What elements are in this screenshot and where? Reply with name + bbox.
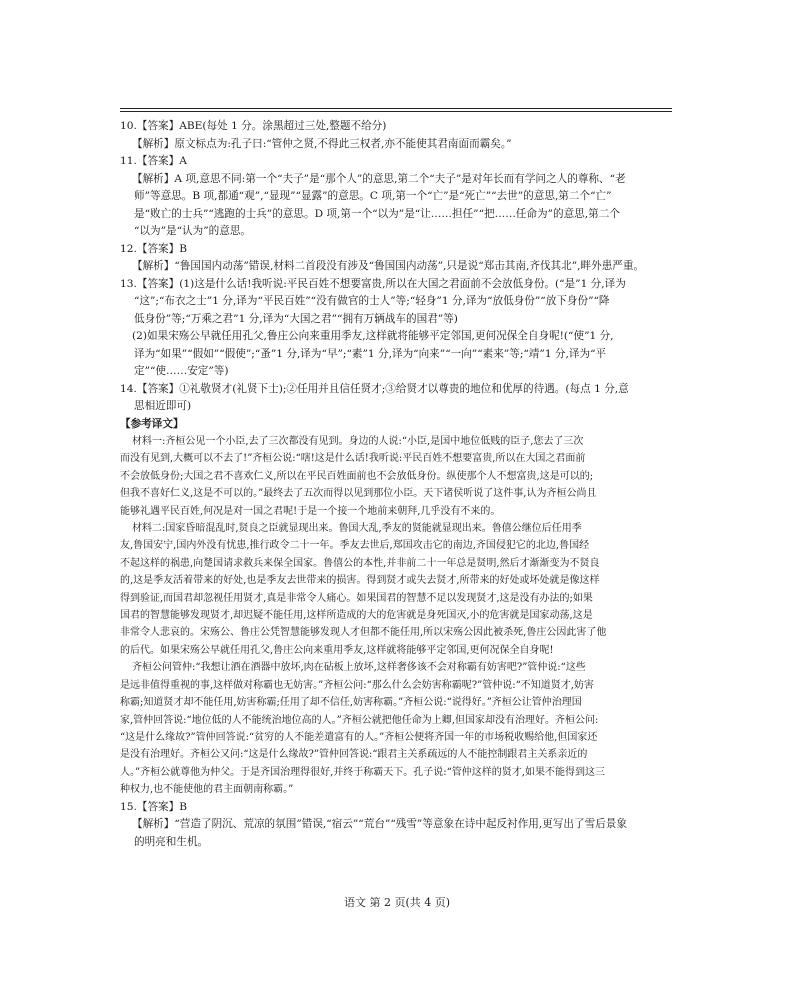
q13-answer-line: “这”;“布衣之士”1 分,译为“平民百姓”“没有做官的士人”等;“轻身”1 分,译为“放低身份”“放下身份”“降: [134, 295, 610, 307]
translation-line: 能够礼遇平民百姓,何况是对一国之君呢!于是一个接一个地前来朝拜,几乎没有不来的。: [120, 505, 501, 517]
translation-line: 是远非值得重视的事,这样做对称霸也无妨害。”齐桓公问:“那么什么会妨害称霸呢?”管仲说:“不知道贤才,妨害: [120, 679, 594, 691]
q12-answer: 12.【答案】B: [120, 242, 188, 255]
translation-line: 人。”齐桓公就尊他为仲父。于是齐国治理得很好,并终于称霸天下。孔子说:“管仲这样的贤才,如果不能得到这三: [120, 766, 605, 778]
q11-analysis-line: 【解析】A 项,意思不同:第一个“夫子”是“那个人”的意思,第二个“夫子”是对年长而有学问之人的尊称、“老: [132, 172, 626, 185]
header-rule-thin: [120, 111, 672, 112]
page-content: [120, 118, 675, 851]
q11-analysis-line: “以为”是“认为”的意思。: [134, 225, 252, 237]
q15-analysis-line: 的明亮和生机。: [134, 835, 209, 848]
q15-answer: 15.【答案】B: [120, 800, 188, 813]
q13-answer-line: 译为“如果”“假如”“假使”;“蚤”1 分,译为“早”;“素”1 分,译为“向来”“一向”“素来”等;“靖”1 分,译为“平: [134, 347, 607, 360]
q11-analysis-line: 是“败亡的士兵”“逃跑的士兵”的意思。D 项,第一个“以为”是“让……担任”“把……任命为”的意思,第二个: [134, 207, 620, 220]
translation-line: “这是什么缘故?”管仲回答说:“贫穷的人不能差遣富有的人。”齐桓公便将齐国一年的市场税收赐给他,但国家还: [120, 731, 598, 743]
q14-answer-line: 思相近即可): [134, 400, 192, 412]
q12-analysis: 【解析】“鲁国国内动荡”错误,材料二首段没有涉及“鲁国国内动荡”,只是说“郑击其南,齐伐其北”,畔外患严重。: [132, 260, 645, 272]
translation-line: 但我不喜好仁义,这是不可以的。”最终去了五次而得以见到那位小臣。天下诸侯听说了这件事,认为齐桓公尚且: [120, 488, 597, 500]
q10-answer: 10.【答案】ABE(每处 1 分。涂黑超过三处,整题不给分): [120, 120, 387, 132]
translation-line: 国君的智慧能够发现贤才,却迟疑不能任用,这样所造成的大的危害就是身死国灭,小的危害就是国家动荡,这是: [120, 610, 593, 622]
translation-line: 不会放低身份;大国之君不喜欢仁义,所以在平民百姓面前也不会放低身份。纵使那个人不想富贵,这是可以的;: [120, 470, 594, 482]
q13-answer-line: 定”“使……安定”等): [134, 365, 229, 377]
translation-line: 的,这是季友活着带来的好处,也是季友去世带来的损害。得到贤才或失去贤才,所带来的好处或坏处就是像这样: [120, 575, 600, 587]
q14-answer-line: 14.【答案】①礼敬贤才(礼贤下士);②任用并且信任贤才;③给贤才以尊贵的地位和优厚的待遇。(每点 1 分,意: [120, 382, 629, 395]
translation-line: 是没有治理好。齐桓公又问:“这是什么缘故?”管仲回答说:“跟君主关系疏远的人不能控制跟君主关系亲近的: [120, 749, 588, 761]
q13-answer-line: 13.【答案】(1)这是什么话!我听说:平民百姓不想要富贵,所以在大国之君面前不会放低身份。(“是”1 分,译为: [120, 277, 626, 290]
translation-line: 而没有见到,大概可以不去了!”齐桓公说:“嗐!这是什么话!我听说:平民百姓不想要富贵,所以在大国之君面前: [120, 453, 586, 465]
translation-line: 种权力,也不能使他的君主面朝南称霸。”: [120, 784, 294, 796]
translation-line: 不起这样的祸患,向楚国请求救兵来保全国家。鲁僖公的本性,并非前二十一年总是贤明,然后才渐渐变为不贤良: [120, 557, 600, 569]
header-rule: [120, 108, 672, 109]
q10-analysis: 【解析】原文标点为:孔子曰:“管仲之贤,不得此三权者,亦不能使其君南面而霸矣。”: [132, 137, 512, 150]
reference-translation: [120, 433, 675, 799]
translation-line: 得到验证,而国君却忽视任用贤才,真是非常令人痛心。如果国君的智慧不足以发现贤才,这是没有办法的;如果: [120, 592, 593, 604]
translation-line: 材料一:齐桓公见一个小臣,去了三次都没有见到。身边的人说:“小臣,是国中地位低贱的臣子,您去了三次: [132, 436, 584, 447]
page-footer: 语文 第 2 页(共 4 页): [343, 896, 451, 909]
translation-line: 称霸;知道贤才却不能任用,妨害称霸;任用了却不信任,妨害称霸。”齐桓公说:“说得好。”齐桓公让管仲治理国: [120, 697, 582, 709]
translation-line: 友,鲁国安宁,国内外没有忧患,推行政令二十一年。季友去世后,郑国攻击它的南边,齐国侵犯它的北边,鲁国经: [120, 540, 590, 552]
q15-analysis-line: 【解析】“营造了阴沉、荒凉的氛围”错误,“宿云”“荒台”“残雪”等意象在诗中起反衬作用,更写出了雪后景象: [132, 818, 627, 831]
translation-line: 家,管仲回答说:“地位低的人不能统治地位高的人。”齐桓公就把他任命为上卿,但国家却没有治理好。齐桓公问:: [120, 714, 599, 726]
reference-heading: 【参考译文】: [120, 417, 184, 430]
q13-answer-line: (2)如果宋殇公早就任用孔父,鲁庄公向来重用季友,这样就将能够平定邻国,更何况保全自身呢!(“使”1 分,: [132, 330, 614, 342]
q11-analysis-line: 师”等意思。B 项,都通“观”,“显现”“显露”的意思。C 项,第一个“亡”是“死亡”“去世”的意思,第二个“亡”: [134, 190, 612, 202]
q11-answer: 11.【答案】A: [120, 155, 187, 167]
translation-line: 齐桓公问管仲:“我想让酒在酒器中放坏,肉在砧板上放坏,这样奢侈该不会对称霸有妨害吧?”管仲说:“这些: [132, 662, 586, 674]
translation-line: 材料二:国家昏暗混乱时,贤良之臣就显现出来。鲁国大乱,季友的贤能就显现出来。鲁僖公继位后任用季: [132, 523, 582, 535]
q13-answer-line: 低身份”等;“万乘之君”1 分,译为“大国之君”“拥有万辆战车的国君”等): [134, 312, 458, 325]
translation-line: 非常令人悲哀的。宋殇公、鲁庄公凭智慧能够发现人才但都不能任用,所以宋殇公因此被杀死,鲁庄公因此害了他: [120, 627, 607, 639]
translation-line: 的后代。如果宋殇公早就任用孔父,鲁庄公向来重用季友,这样就将能够平定邻国,更何况保全自身呢!: [120, 644, 554, 656]
